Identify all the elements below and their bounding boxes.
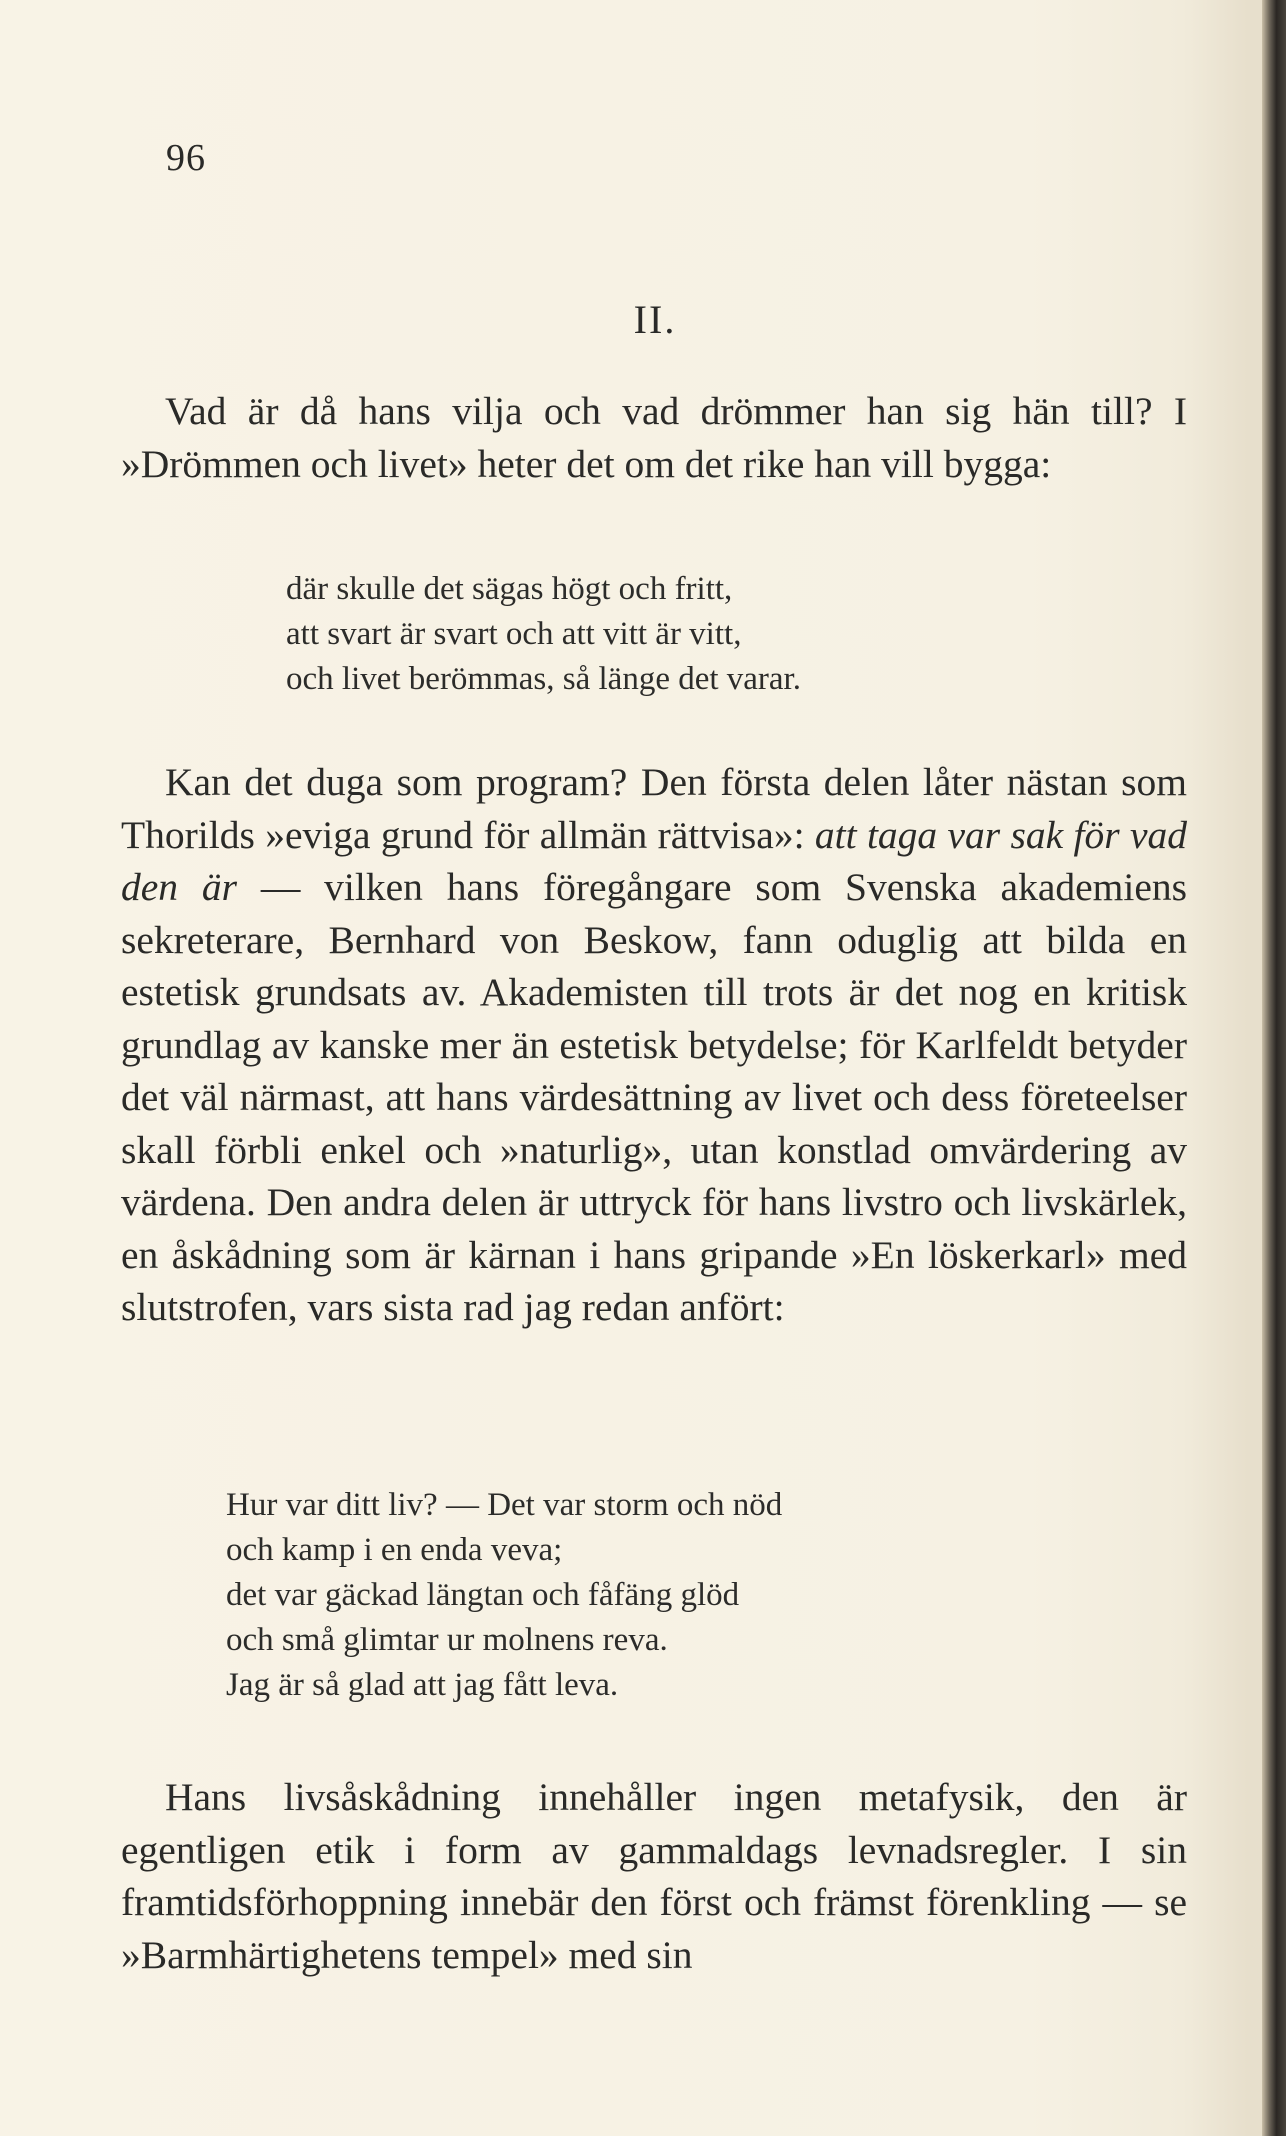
page-number: 96 [166, 137, 206, 179]
verse-quote-2 [226, 1483, 782, 1708]
paragraph-2 [121, 756, 1187, 1334]
verse-quote-1 [286, 567, 801, 702]
paragraph-1: Vad är då hans vilja och vad drömmer han sig hän till? I »Drömmen och livet» heter det om det rike han vill bygga: [121, 389, 1187, 486]
paragraph-2-text-a: Kan det duga som program? Den första delen låter nästan som Thorilds »eviga grund för allmän rättvisa»: [121, 760, 1187, 857]
paragraph-2-italic-quote: att taga var sak för vad den är [121, 812, 1187, 909]
verse-line: där skulle det sägas högt och fritt, [286, 571, 733, 607]
book-binding-edge [1262, 0, 1286, 2136]
verse-line: och kamp i en enda veva; [226, 1532, 563, 1568]
verse-line: Jag är så glad att jag fått leva. [226, 1667, 619, 1703]
verse-line: att svart är svart och att vitt är vitt, [286, 616, 742, 652]
paragraph-3: Hans livsåskådning innehåller ingen metafysik, den är egentligen etik i form av gammaldags levnadsregler. I sin framtidsförhoppning innebär den först och främst förenkling — se »Barmhärtighetens tempel» med sin [121, 1775, 1187, 1977]
paragraph-2-text-b: — vilken hans föregångare som Svenska akademiens sekreterare, Bernhard von Beskow, fann oduglig att bilda en estetisk grundsats av. Akademisten till trots är det nog en kritisk grundlag av kanske mer än estetisk betydelse; för Karlfeldt betyder det väl närmast, att hans värdesättning av livet och dess företeelser skall förbli enkel och »naturlig», utan konstlad omvärdering av värdena. Den andra delen är uttryck för hans livstro och livskärlek, en åskådning som är kärnan i hans gripande »En löskerkarl» med slutstrofen, vars sista rad jag redan anfört: [121, 865, 1187, 1329]
section-heading: II. [633, 297, 677, 342]
verse-line: och små glimtar ur molnens reva. [226, 1622, 668, 1658]
verse-line: Hur var ditt liv? — Det var storm och nöd [226, 1487, 783, 1523]
verse-line: det var gäckad längtan och fåfäng glöd [226, 1577, 740, 1613]
verse-line: och livet berömmas, så länge det varar. [286, 661, 801, 697]
